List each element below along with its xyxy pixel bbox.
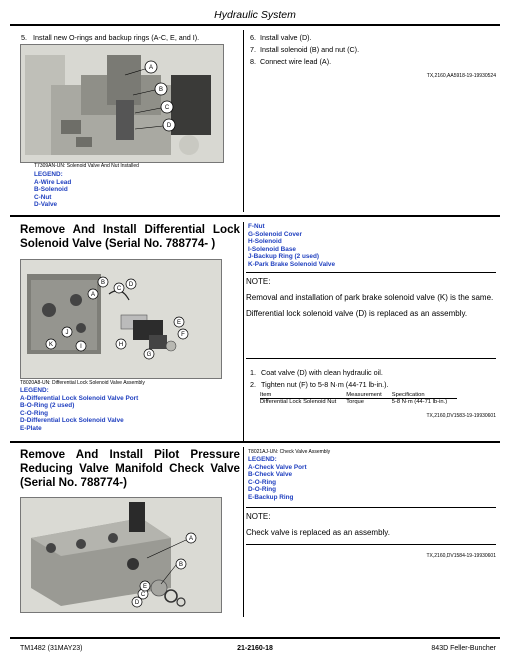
callout-f: F bbox=[181, 332, 185, 338]
note-paragraph: Check valve is replaced as an assembly. bbox=[246, 528, 390, 537]
spec-cell: 5-8 N·m (44-71 lb-in.) bbox=[391, 399, 448, 405]
legend-item: C-O-Ring bbox=[20, 409, 49, 417]
step-item: 8. Connect wire lead (A). bbox=[250, 57, 332, 66]
note-title: NOTE: bbox=[246, 512, 271, 521]
section2-steps bbox=[250, 368, 490, 389]
callout-e: E bbox=[176, 320, 182, 326]
callout-d: D bbox=[128, 282, 134, 288]
legend-item: C-O-Ring bbox=[248, 478, 277, 486]
spec-header-cell: Item bbox=[260, 392, 346, 399]
page-header-title: Hydraulic System bbox=[214, 9, 296, 21]
callout-e: E bbox=[142, 584, 148, 590]
section3-figure-caption: T8021AJ-UN: Check Valve Assembly bbox=[248, 449, 331, 455]
note-rule bbox=[246, 544, 496, 545]
callout-i: I bbox=[80, 344, 82, 350]
section2-legend-right bbox=[248, 223, 335, 269]
legend-item: J-Backup Ring (2 used) bbox=[248, 253, 320, 261]
differential-lock-valve-photo bbox=[20, 259, 222, 379]
legend-title: LEGEND: bbox=[34, 171, 63, 178]
section3-heading: Remove And Install Pilot Pressure Reducing Valve Manifold Check Valve (Serial No. 788774-) bbox=[20, 448, 240, 489]
legend-item: A-Differential Lock Solenoid Valve Port bbox=[20, 394, 139, 402]
callout-b: B bbox=[158, 87, 164, 94]
note-rule bbox=[246, 272, 496, 273]
footer-machine-model: 843D Feller-Buncher bbox=[431, 645, 496, 652]
spec-header-cell: Measurement bbox=[346, 392, 391, 399]
callout-c: C bbox=[116, 286, 122, 292]
section-rule bbox=[10, 215, 500, 217]
callout-d: D bbox=[166, 123, 172, 130]
section2-figure-caption: T8020A8-UN: Differential Lock Solenoid Valve Assembly bbox=[20, 380, 145, 386]
legend-item: K-Park Brake Solenoid Valve bbox=[248, 260, 336, 268]
step-5-text: Install new O-rings and backup rings (A-C, E, and I). bbox=[33, 33, 200, 42]
legend-item: D-Valve bbox=[34, 201, 58, 209]
column-divider bbox=[243, 447, 244, 617]
callout-k: K bbox=[48, 342, 54, 348]
section1-ref-code: TX,2160,AA5918-19-19930524 bbox=[426, 73, 496, 79]
section2-ref-code: TX,2160,DV1583-19-19930601 bbox=[426, 413, 496, 419]
legend-item: A-Check Valve Port bbox=[248, 463, 307, 471]
legend-item: I-Solenoid Base bbox=[248, 245, 296, 253]
footer-page-number: 21-2160-18 bbox=[237, 645, 273, 652]
spec-cell: Differential Lock Solenoid Nut bbox=[260, 399, 337, 405]
spec-row bbox=[260, 399, 457, 406]
legend-item: H-Solenoid bbox=[248, 238, 282, 246]
legend-item: C-Nut bbox=[34, 193, 52, 201]
legend-title: LEGEND: bbox=[248, 456, 277, 463]
footer-manual-id: TM1482 (31MAY23) bbox=[20, 645, 83, 652]
note-paragraph: Removal and installation of park brake solenoid valve (K) is the same. bbox=[246, 293, 494, 302]
section1-legend bbox=[34, 171, 71, 209]
check-valve-photo bbox=[20, 497, 222, 613]
section2-note bbox=[246, 277, 494, 319]
section1-figure-caption: T7309AN-UN: Solenoid Valve And Nut Installed bbox=[34, 163, 139, 169]
step-item: 1. Coat valve (D) with clean hydraulic oil. bbox=[250, 368, 383, 377]
legend-item: B-Check Valve bbox=[248, 471, 293, 479]
spec-header-cell: Specification bbox=[392, 392, 457, 399]
note-rule bbox=[246, 507, 496, 508]
callout-b: B bbox=[178, 562, 184, 568]
section1-left-steps bbox=[21, 33, 241, 42]
legend-item: E-Backup Ring bbox=[248, 493, 294, 501]
callout-a: A bbox=[148, 65, 154, 72]
header-rule bbox=[10, 24, 500, 26]
section3-note bbox=[246, 512, 494, 538]
column-divider bbox=[243, 30, 244, 212]
legend-item: D-O-Ring bbox=[248, 486, 277, 494]
legend-item: G-Solenoid Cover bbox=[248, 230, 302, 238]
legend-item: D-Differential Lock Solenoid Valve bbox=[20, 417, 124, 425]
footer-rule bbox=[10, 637, 500, 639]
callout-a: A bbox=[90, 292, 96, 298]
column-divider bbox=[243, 222, 244, 442]
section3-legend bbox=[248, 456, 307, 502]
step-item: 2. Tighten nut (F) to 5-8 N·m (44-71 lb-in.). bbox=[250, 380, 389, 389]
note-rule bbox=[246, 358, 496, 359]
callout-a: A bbox=[188, 536, 194, 542]
legend-item: E-Plate bbox=[20, 424, 42, 432]
callout-c: C bbox=[140, 592, 146, 598]
legend-item: B-Solenoid bbox=[34, 186, 68, 194]
section3-ref-code: TX,2160,DV1584-19-19930601 bbox=[426, 553, 496, 559]
legend-item: B-O-Ring (2 used) bbox=[20, 402, 75, 410]
spec-table bbox=[260, 392, 457, 405]
note-title: NOTE: bbox=[246, 277, 271, 286]
legend-item: A-Wire Lead bbox=[34, 178, 72, 186]
callout-b: B bbox=[100, 280, 106, 286]
callout-j: J bbox=[65, 330, 69, 336]
legend-title: LEGEND: bbox=[20, 387, 49, 394]
step-item: 7. Install solenoid (B) and nut (C). bbox=[250, 45, 360, 54]
step-5-number: 5. bbox=[21, 33, 27, 42]
legend-item: F-Nut bbox=[248, 223, 265, 230]
section2-heading: Remove And Install Differential Lock Solenoid Valve (Serial No. 788774- ) bbox=[20, 223, 240, 250]
note-paragraph: Differential lock solenoid valve (D) is replaced as an assembly. bbox=[246, 309, 468, 318]
callout-d: D bbox=[134, 600, 140, 606]
callout-h: H bbox=[118, 342, 124, 348]
section-rule bbox=[10, 441, 500, 443]
section1-right-steps bbox=[250, 33, 490, 66]
step-item: 6. Install valve (D). bbox=[250, 33, 312, 42]
spec-cell: Torque bbox=[346, 399, 364, 405]
callout-c: C bbox=[164, 105, 170, 112]
section2-legend-left bbox=[20, 387, 138, 433]
solenoid-valve-photo bbox=[20, 44, 224, 163]
callout-g: G bbox=[146, 352, 152, 358]
